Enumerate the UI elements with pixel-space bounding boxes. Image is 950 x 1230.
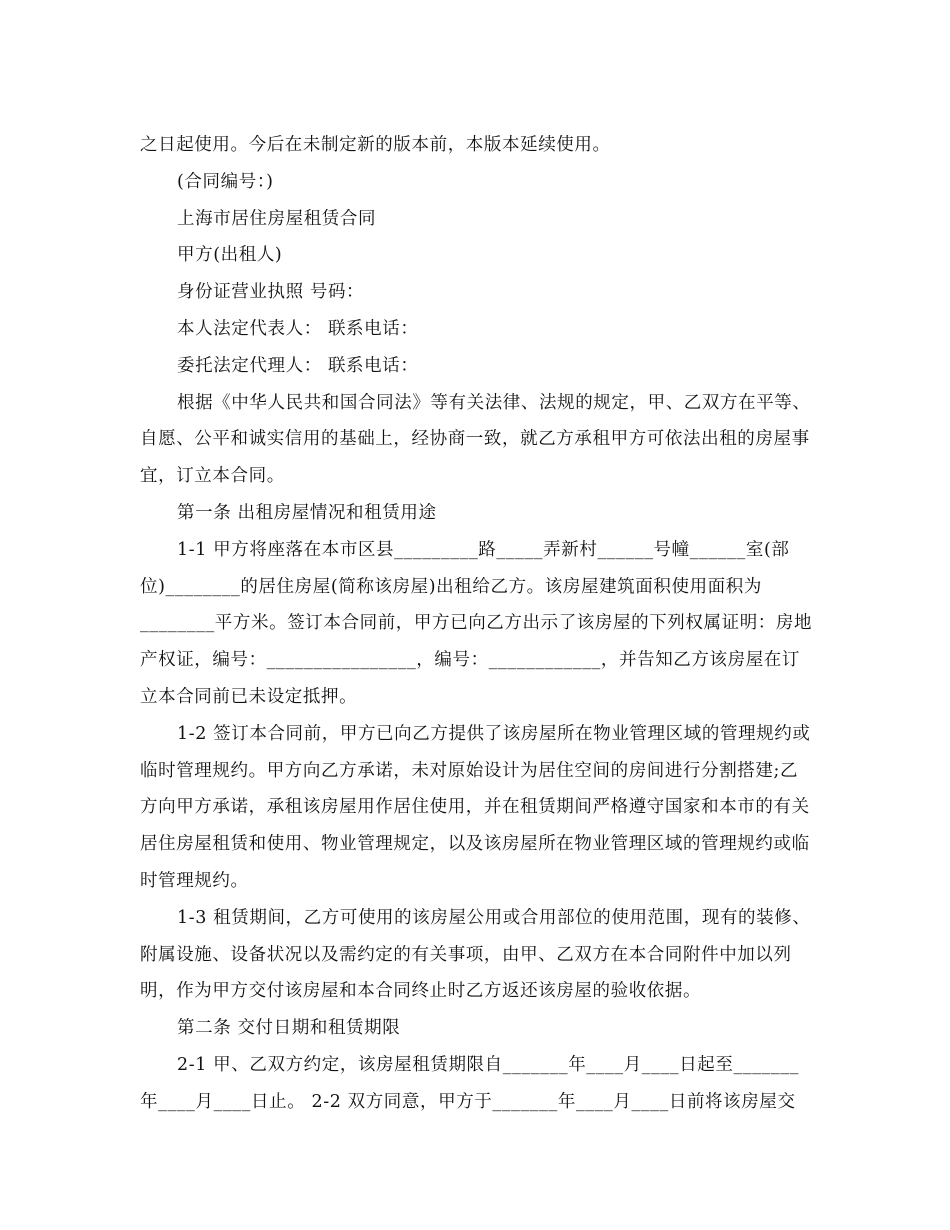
party-a-label: 甲方(出租人) xyxy=(177,245,283,266)
article-2-heading: 第二条 交付日期和租赁期限 xyxy=(177,1018,401,1039)
document-body xyxy=(140,127,815,1121)
authorized-agent-line: 委托法定代理人： 联系电话： xyxy=(177,355,419,376)
clause-1-2: 1-2 签订本合同前，甲方已向乙方提供了该房屋所在物业管理区域的管理规约或临时管理规约。甲方向乙方承诺，未对原始设计为居住空间的房间进行分割搭建;乙方向甲方承诺，承租该房屋用作居住使用，并在租赁期间严格遵守国家和本市的有关居住房屋租赁和使用、物业管理规定，以及该房屋所在物业管理区域的管理规约或临时管理规约。 xyxy=(140,723,811,891)
paragraph-version-note: 之日起使用。今后在未制定新的版本前，本版本延续使用。 xyxy=(140,135,611,155)
article-1-heading: 第一条 出租房屋情况和租赁用途 xyxy=(177,502,437,523)
legal-representative-line: 本人法定代表人： 联系电话： xyxy=(177,318,419,339)
contract-number: (合同编号：) xyxy=(177,171,274,192)
clause-1-3: 1-3 租赁期间，乙方可使用的该房屋公用或合用部位的使用范围，现有的装修、附属设施、设备状况以及需约定的有关事项，由甲、乙双方在本合同附件中加以列明，作为甲方交付该房屋和本合同终止时乙方返还该房屋的验收依据。 xyxy=(140,907,811,1002)
clause-1-1: 1-1 甲方将座落在本市区县_________路_____弄新村______号幢______室(部位)________的居住房屋(简称该房屋)出租给乙方。该房屋建筑面积使用面积为________平方米。签订本合同前，甲方已向乙方出示了该房屋的下列权属证明：房地产权证，编号：________________，编号：____________，并告知乙方该房屋在订立本合同前已未设定抵押。 xyxy=(140,539,813,707)
preamble-paragraph: 根据《中华人民共和国合同法》等有关法律、法规的规定，甲、乙双方在平等、自愿、公平和诚实信用的基础上，经协商一致，就乙方承租甲方可依法出租的房屋事宜，订立本合同。 xyxy=(140,392,811,487)
contract-title: 上海市居住房屋租赁合同 xyxy=(177,208,377,229)
id-number-line: 身份证营业执照 号码： xyxy=(177,282,365,303)
clause-2-1: 2-1 甲、乙双方约定，该房屋租赁期限自_______年____月____日起至_______年____月____日止。 2-2 双方同意，甲方于_______年____月____日前将该房屋交 xyxy=(140,1054,799,1112)
